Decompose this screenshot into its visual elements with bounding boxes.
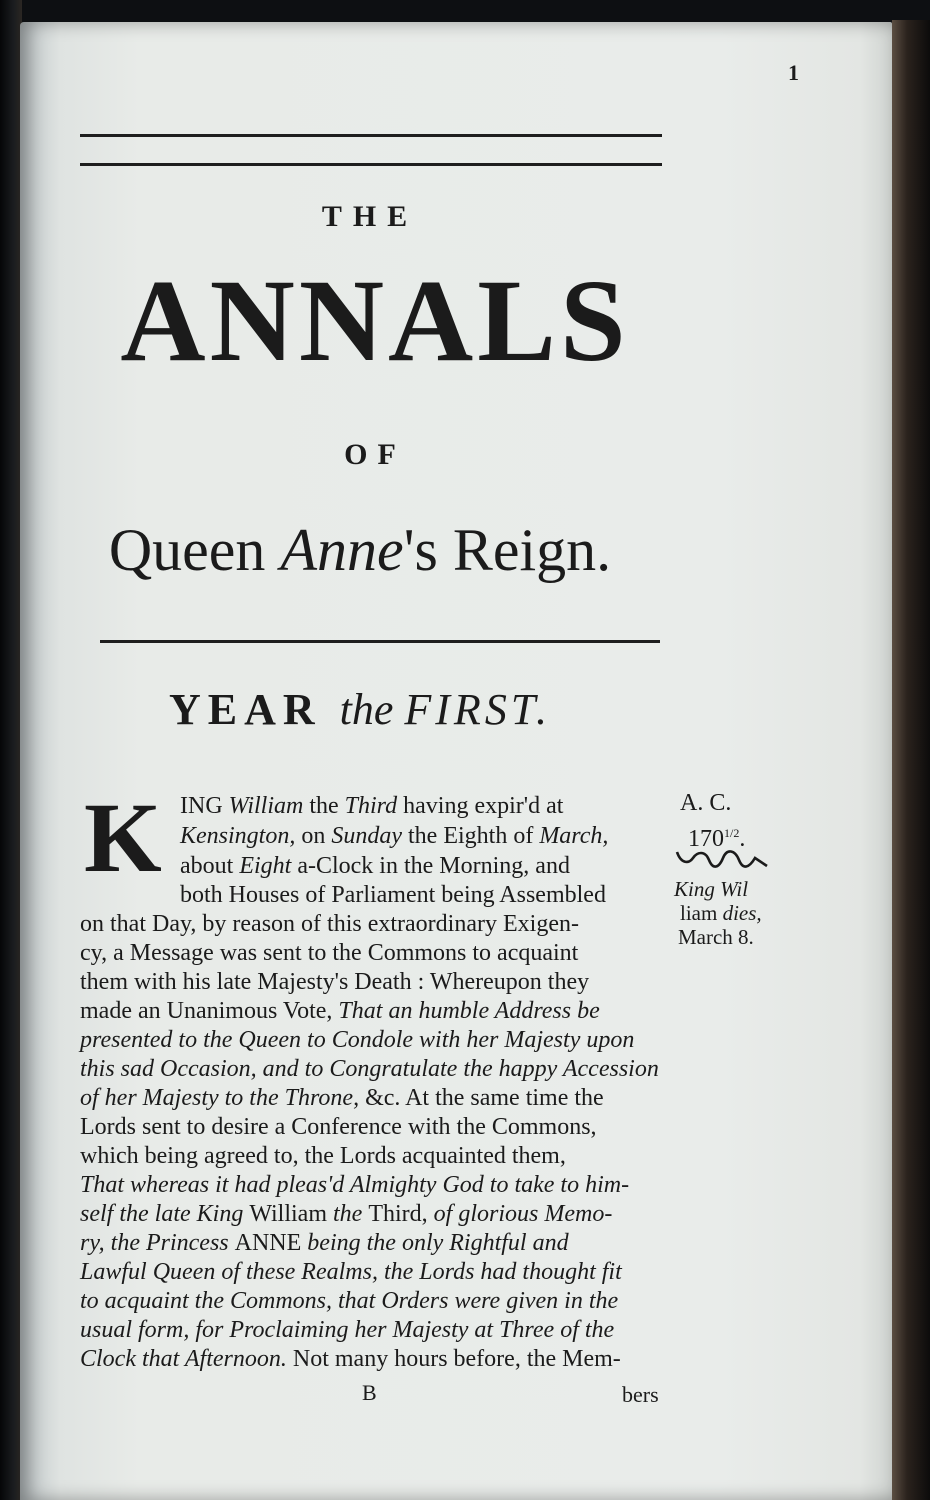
body-line-20 <box>80 1345 621 1374</box>
text: That an humble Address be <box>338 998 600 1024</box>
text: the <box>327 1201 369 1227</box>
body-line-12: Lords sent to desire a Conference with the Commons, <box>80 1114 597 1140</box>
body-line-19 <box>80 1316 614 1345</box>
text: on <box>295 823 332 849</box>
middle-rule <box>100 640 660 643</box>
margin-year: $170^{1/2}$. <box>688 826 746 852</box>
heading-the: THE <box>321 200 419 233</box>
text: &c. At the same time the <box>359 1085 604 1111</box>
book-edge <box>892 20 930 1500</box>
text: made an Unanimous Vote, <box>80 998 339 1024</box>
body-line-6: cy, a Message was sent to the Commons to acquaint <box>80 940 579 966</box>
subtitle-name: Anne <box>280 517 404 583</box>
heading-title: ANNALS <box>120 255 630 386</box>
text: ING <box>180 793 229 819</box>
section-the: the <box>339 685 405 734</box>
text: liam <box>680 901 723 925</box>
text: to acquaint the Commons, that Orders were given in the <box>80 1288 619 1314</box>
text: usual form, for Proclaiming her Majesty at Three of the <box>80 1317 615 1343</box>
text: Kensington, <box>180 823 296 849</box>
text: That whereas it had pleas'd Almighty God to take to him- <box>80 1172 630 1198</box>
margin-note-line-2 <box>680 902 762 925</box>
body-line-8 <box>80 997 600 1026</box>
section-year: YEAR <box>168 685 340 734</box>
margin-year-ac: A. C. <box>680 790 732 816</box>
top-rule-1 <box>80 134 662 137</box>
year-fraction: 1/2 <box>724 826 740 840</box>
text: the Eighth of <box>402 823 540 849</box>
body-line-16 <box>80 1229 569 1258</box>
text: William <box>249 1201 327 1227</box>
text: dies, <box>722 901 762 925</box>
text: Sunday <box>331 823 402 849</box>
text: the <box>303 793 345 819</box>
text: Not many hours before, the Mem- <box>286 1346 621 1372</box>
year-number: 170 <box>688 826 724 852</box>
text: ry, the Princess <box>80 1230 235 1256</box>
body-line-10 <box>80 1055 659 1084</box>
body-line-11 <box>80 1084 604 1113</box>
heading-of: OF <box>344 438 406 471</box>
text: Third, <box>368 1201 428 1227</box>
text: William <box>228 793 304 819</box>
drop-cap: K <box>84 782 162 893</box>
body-line-7: them with his late Majesty's Death : Whereupon they <box>80 969 590 995</box>
text: being the only Rightful and <box>301 1230 569 1256</box>
body-line-17 <box>80 1258 622 1287</box>
text: Eight <box>239 853 292 879</box>
text: of her Majesty to the Throne, <box>80 1085 360 1111</box>
body-line-4: both Houses of Parliament being Assembled <box>180 882 606 908</box>
text: self the late King <box>80 1201 250 1227</box>
text: Lawful Queen of these Realms, the Lords had thought fit <box>80 1259 622 1285</box>
body-line-13: which being agreed to, the Lords acquainted them, <box>80 1143 566 1169</box>
subtitle-pre: Queen <box>108 517 281 583</box>
text: Clock that Afternoon. <box>80 1346 287 1372</box>
text: of glorious Memo- <box>427 1201 613 1227</box>
text: a-Clock in the Morning, and <box>291 853 570 879</box>
text: this sad Occasion, and to Congratulate the happy Accession <box>80 1056 659 1082</box>
body-line-18 <box>80 1287 618 1316</box>
text: King Wil <box>674 877 749 901</box>
text: having expir'd at <box>397 793 564 819</box>
catchword: bers <box>622 1382 659 1407</box>
subtitle-post: 's Reign. <box>403 517 612 583</box>
body-line-15 <box>80 1200 612 1229</box>
margin-note-line-3: March 8. <box>678 925 754 949</box>
section-first: FIRST. <box>404 685 552 734</box>
text: ANNE <box>234 1230 302 1256</box>
top-rule-2 <box>80 163 662 166</box>
margin-note-line-1 <box>674 878 748 901</box>
body-line-14 <box>80 1171 629 1200</box>
body-line-3 <box>180 852 570 881</box>
text: about <box>180 853 240 879</box>
body-line-5: on that Day, by reason of this extraordinary Exigen- <box>80 911 579 937</box>
text: Third <box>344 793 398 819</box>
body-line-2 <box>180 822 608 851</box>
body-line-9 <box>80 1026 634 1055</box>
section-heading <box>0 685 720 734</box>
signature-mark: B <box>362 1380 377 1405</box>
subtitle <box>0 517 720 583</box>
ornament-brace-icon <box>675 848 770 870</box>
page-number: 1 <box>788 60 799 85</box>
text: presented to the Queen to Condole with her Majesty upon <box>80 1027 635 1053</box>
body-line-1 <box>180 792 563 821</box>
text: March, <box>539 823 609 849</box>
